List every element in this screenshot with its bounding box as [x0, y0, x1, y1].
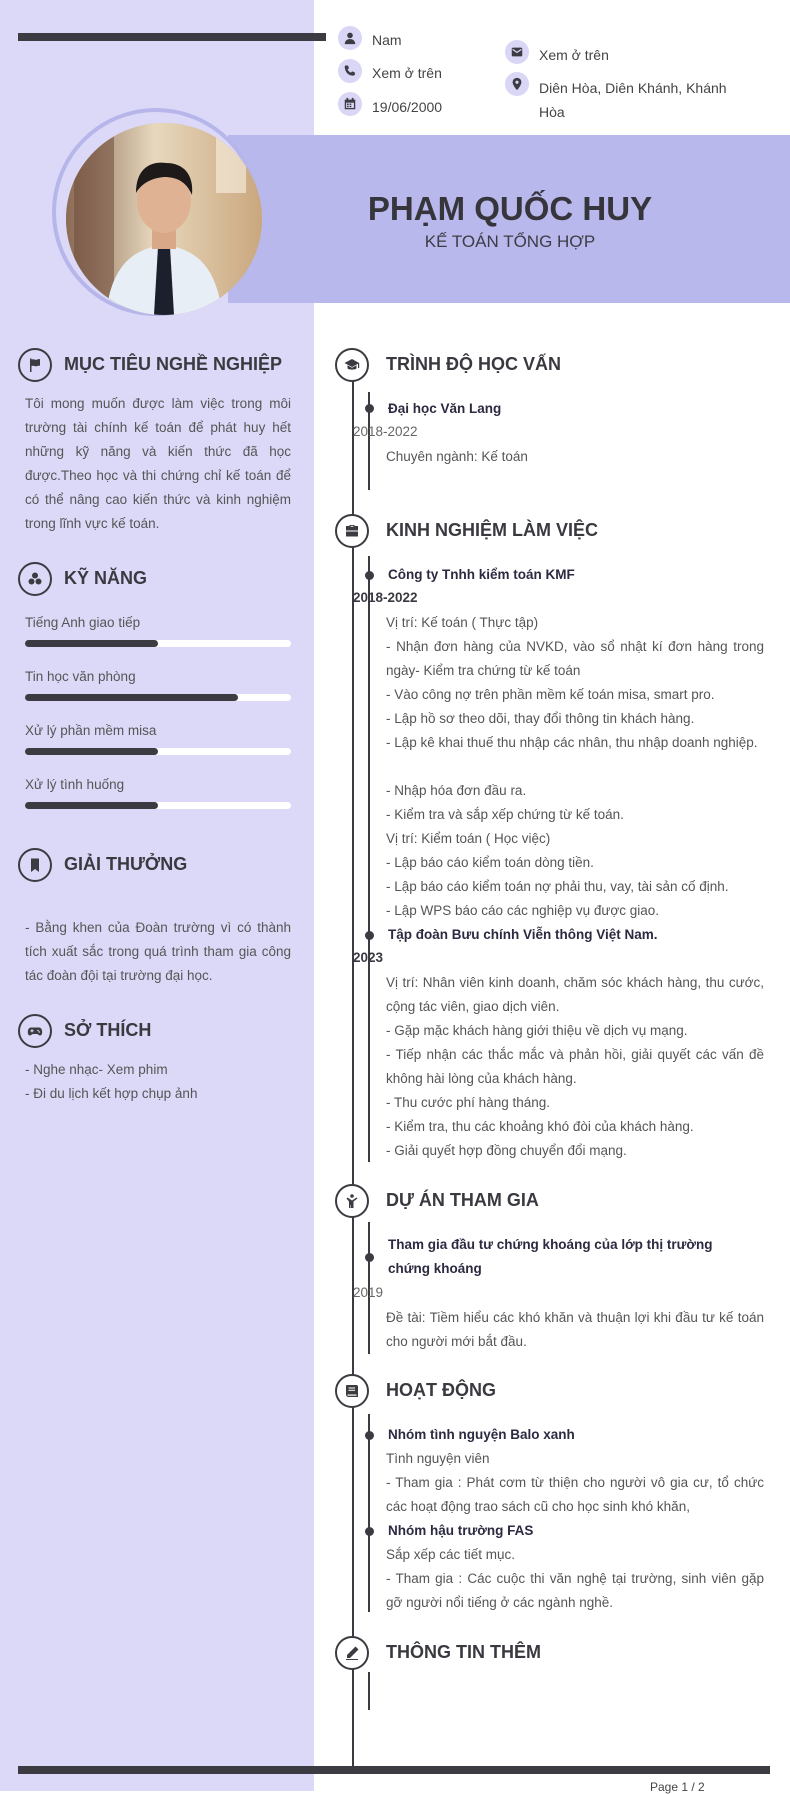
- skill-bar: [25, 694, 291, 701]
- job-line: - Kiểm tra và sắp xếp chứng từ kế toán.: [386, 807, 624, 822]
- experience-title: KINH NGHIỆM LÀM VIỆC: [386, 520, 599, 540]
- contact-gender: Nam: [372, 32, 402, 48]
- job-line: - Tiếp nhận các thắc mắc và phản hồi, giải quyết các vấn đề không hài lòng của khách hàng.: [386, 1047, 764, 1086]
- activity-role: Sắp xếp các tiết mục.: [386, 1547, 516, 1562]
- bookmark-icon: [18, 848, 52, 882]
- education-school: Đại học Văn Lang: [388, 401, 502, 416]
- experience-sub-line: [368, 556, 370, 1162]
- job-line: - Lập hồ sơ theo dõi, thay đổi thông tin khách hàng.: [386, 711, 695, 726]
- job-company: Tập đoàn Bưu chính Viễn thông Việt Nam.: [388, 927, 658, 942]
- job-line: - Gặp mặc khách hàng giới thiệu về dịch vụ mạng.: [386, 1023, 688, 1038]
- job-line: - Lập báo cáo kiểm toán nợ phải thu, vay, tài sản cố định.: [386, 879, 729, 894]
- skill-label: Tin học văn phòng: [25, 669, 136, 684]
- education-title: TRÌNH ĐỘ HỌC VẤN: [386, 354, 561, 374]
- skill-bar: [25, 748, 291, 755]
- project-year: 2019: [353, 1285, 384, 1300]
- job-line: Vị trí: Nhân viên kinh doanh, chăm sóc khách hàng, thu cước, cộng tác viên, giao dịch viên.: [386, 975, 764, 1014]
- skill-bar-fill: [25, 640, 158, 647]
- graduation-cap-icon: [335, 348, 369, 382]
- awards-text: - Bằng khen của Đoàn trường vì có thành tích xuất sắc trong quá trình tham gia công tác đoàn đội tại trường đại học.: [25, 920, 291, 983]
- bottom-divider: [18, 1766, 770, 1774]
- objective-title: MỤC TIÊU NGHỀ NGHIỆP: [64, 354, 283, 374]
- page-number: Page 1 / 2: [650, 1780, 705, 1794]
- person-icon: [335, 1184, 369, 1218]
- extra-sub-line: [368, 1672, 370, 1710]
- extra-title: THÔNG TIN THÊM: [386, 1642, 541, 1662]
- pencil-icon: [335, 1636, 369, 1670]
- timeline-dot: [365, 1253, 374, 1262]
- skill-label: Xử lý tình huống: [25, 777, 125, 792]
- education-major: Chuyên ngành: Kế toán: [386, 449, 528, 464]
- activity-desc: - Tham gia : Phát cơm từ thiện cho người vô gia cư, tổ chức các hoạt động trao sách cũ cho học sinh khó khăn,: [386, 1475, 764, 1514]
- activities-sub-line: [368, 1414, 370, 1612]
- top-divider: [18, 33, 326, 41]
- job-line: - Lập WPS báo cáo các nghiệp vụ được giao.: [386, 903, 660, 918]
- timeline-dot: [365, 571, 374, 580]
- email-icon: [505, 40, 529, 64]
- job-line: - Vào công nợ trên phần mềm kế toán misa, smart pro.: [386, 687, 715, 702]
- activity-name: Nhóm hậu trường FAS: [388, 1523, 534, 1538]
- job-line: - Thu cước phí hàng tháng.: [386, 1095, 550, 1110]
- flag-icon: [18, 348, 52, 382]
- contact-birthday: 19/06/2000: [372, 99, 443, 115]
- contact-email: Xem ở trên: [539, 47, 609, 63]
- contact-address: Diên Hòa, Diên Khánh, Khánh Hòa: [539, 80, 727, 120]
- skill-bar: [25, 640, 291, 647]
- timeline-dot: [365, 404, 374, 413]
- briefcase-icon: [335, 514, 369, 548]
- projects-title: DỰ ÁN THAM GIA: [386, 1190, 539, 1210]
- job-line: Vị trí: Kế toán ( Thực tập): [386, 615, 539, 630]
- phone-icon: [338, 59, 362, 83]
- hobbies-title: SỞ THÍCH: [64, 1020, 152, 1040]
- skill-label: Tiếng Anh giao tiếp: [25, 615, 141, 630]
- project-name: Tham gia đầu tư chứng khoáng của lớp thị trường chứng khoáng: [388, 1237, 713, 1276]
- timeline-dot: [365, 931, 374, 940]
- skill-bar-fill: [25, 802, 158, 809]
- job-line: Vị trí: Kiểm toán ( Học việc): [386, 831, 551, 846]
- skills-icon: [18, 562, 52, 596]
- hobby-line: - Đi du lịch kết hợp chụp ảnh: [25, 1086, 198, 1101]
- calendar-icon: [338, 92, 362, 116]
- awards-title: GIẢI THƯỞNG: [64, 854, 188, 874]
- contact-phone: Xem ở trên: [372, 65, 442, 81]
- timeline-dot: [365, 1527, 374, 1536]
- job-years: 2023: [353, 950, 384, 965]
- candidate-name: PHẠM QUỐC HUY: [367, 190, 653, 227]
- job-line: - Giải quyết hợp đồng chuyển đổi mạng.: [386, 1143, 627, 1158]
- skill-bar: [25, 802, 291, 809]
- book-icon: [335, 1374, 369, 1408]
- job-line: - Lập kê khai thuế thu nhập các nhân, thu nhập doanh nghiệp.: [386, 735, 758, 750]
- location-icon: [505, 72, 529, 96]
- project-desc: Đề tài: Tiềm hiểu các khó khăn và thuận lợi khi đầu tư kế toán cho người mới bắt đầu.: [386, 1310, 764, 1349]
- objective-text: Tôi mong muốn được làm việc trong môi trường tài chính kế toán để phát huy hết những kỹ năng và kiến thức đã học được.Theo học và thi chứng chỉ kế toán để có thể nâng cao kiến thức và kinh nghiệm trong lĩnh vực kế toán.: [25, 396, 291, 531]
- job-line: - Nhận đơn hàng của NVKD, vào sổ nhật kí đơn hàng trong ngày- Kiểm tra chứng từ kế toán: [386, 639, 764, 678]
- activities-title: HOẠT ĐỘNG: [386, 1380, 496, 1400]
- hobby-line: - Nghe nhạc- Xem phim: [25, 1062, 168, 1077]
- education-years: 2018-2022: [353, 424, 418, 439]
- skills-title: KỸ NĂNG: [64, 568, 148, 588]
- skill-bar-fill: [25, 748, 158, 755]
- avatar: [66, 123, 262, 315]
- candidate-title: KẾ TOÁN TỔNG HỢP: [424, 232, 596, 251]
- job-line: - Lập báo cáo kiểm toán dòng tiền.: [386, 855, 594, 870]
- job-line: - Kiểm tra, thu các khoảng khó đòi của khách hàng.: [386, 1119, 694, 1134]
- skill-label: Xử lý phần mềm misa: [25, 723, 157, 738]
- timeline-main-line: [352, 364, 354, 1766]
- timeline-dot: [365, 1431, 374, 1440]
- activity-role: Tình nguyện viên: [386, 1451, 490, 1466]
- gamepad-icon: [18, 1014, 52, 1048]
- job-line: - Nhập hóa đơn đầu ra.: [386, 783, 527, 798]
- activity-desc: - Tham gia : Các cuộc thi văn nghệ tại trường, sinh viên gặp gỡ người nổi tiếng ở các ngành nghề.: [386, 1571, 764, 1610]
- user-icon: [338, 26, 362, 50]
- activity-name: Nhóm tình nguyện Balo xanh: [388, 1427, 575, 1442]
- job-company: Công ty Tnhh kiểm toán KMF: [388, 567, 575, 582]
- skill-bar-fill: [25, 694, 238, 701]
- job-years: 2018-2022: [353, 590, 418, 605]
